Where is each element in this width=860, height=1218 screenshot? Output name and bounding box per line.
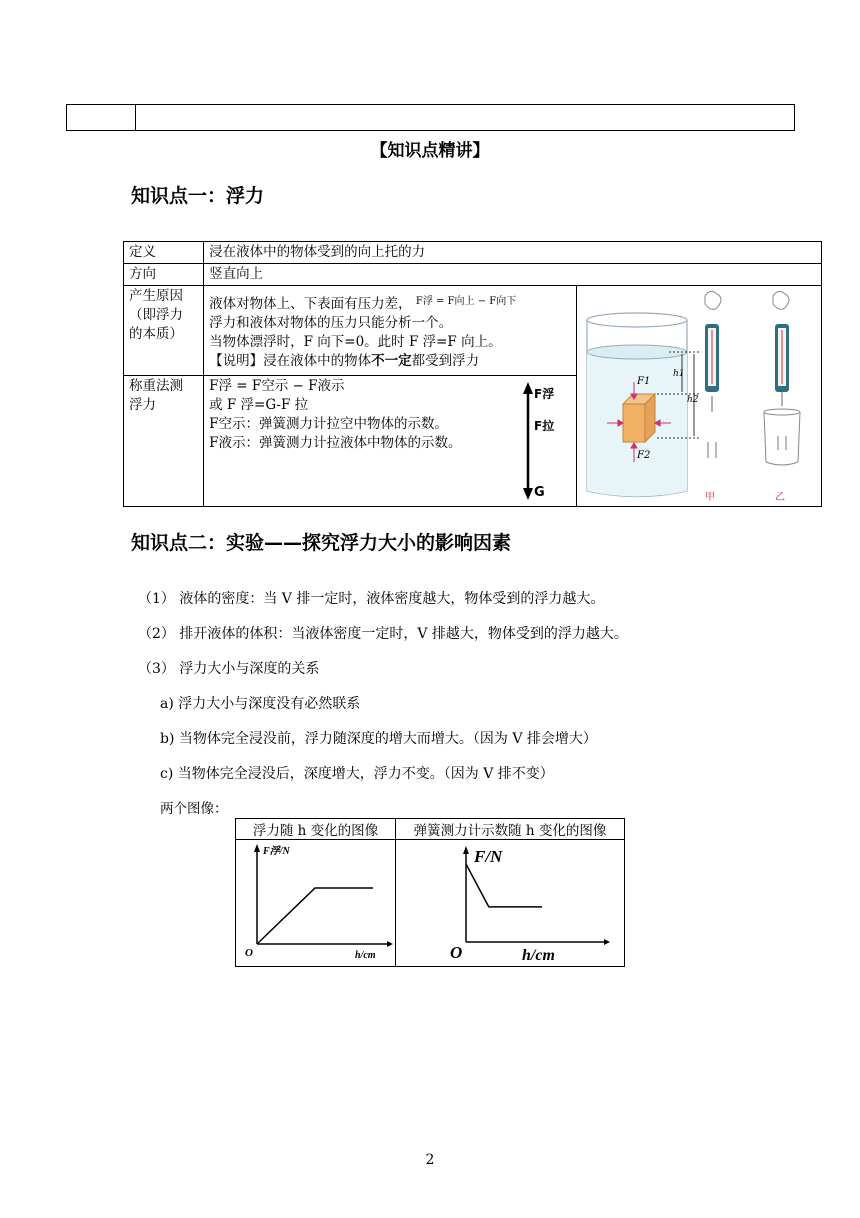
f1-label: F1 (636, 376, 650, 387)
cause-label-1: 产生原因 (129, 288, 183, 304)
weigh-line2: 或 F 浮=G-F 拉 (209, 397, 309, 414)
cause-line1-text: 液体对物体上、下表面有压力差， (209, 296, 412, 312)
list-item-3: （3） 浮力大小与深度的关系 (138, 661, 320, 677)
cause-line4 (209, 352, 571, 371)
chart1-series-line (257, 888, 373, 944)
spring-scale-jia-icon (705, 291, 721, 458)
graph-table (235, 818, 625, 967)
chart2-xlabel: h/cm (522, 947, 555, 962)
knowledge-table (123, 241, 822, 507)
chart2-y-arrow (463, 846, 469, 854)
page-heading: 【知识点精讲】 (370, 141, 490, 161)
cause-formula: F浮 = F向上 − F向下 (415, 296, 517, 307)
cause-label-2: （即浮力 (129, 307, 183, 323)
chart2-origin: O (450, 943, 463, 962)
weigh-label-2: 浮力 (129, 397, 156, 414)
def-text: 浸在液体中的物体受到的向上托的力 (204, 242, 822, 264)
graph-cell-1 (236, 840, 396, 967)
hand-f-pull: F拉 (534, 419, 555, 434)
section2-title: 知识点二：实验——探究浮力大小的影响因素 (131, 532, 512, 554)
weigh-label-1: 称重法测 (129, 378, 183, 395)
cause-label-3: 的本质） (129, 326, 183, 342)
cause-line4-b: 不一定 (371, 353, 412, 369)
h1-label: h1 (672, 369, 685, 379)
cause-line2: 浮力和液体对物体的压力只能分析一个。 (209, 315, 453, 331)
weigh-text (204, 376, 577, 507)
jia-label: 甲 (704, 492, 715, 503)
buoyancy-figure (577, 286, 821, 506)
chart2-series-line (466, 864, 542, 907)
h2-label: h2 (686, 395, 699, 405)
dir-label: 方向 (124, 264, 204, 286)
list-item-2: （2） 排开液体的体积：当液体密度一定时，V 排越大，物体受到的浮力越大。 (138, 626, 628, 642)
chart1-ylabel: F浮/N (262, 846, 290, 857)
chart1-origin: O (244, 947, 253, 959)
section1-title: 知识点一：浮力 (131, 185, 265, 207)
header-cell-right (136, 105, 795, 131)
yi-label: 乙 (774, 492, 785, 503)
force-diagram-handwritten (516, 380, 566, 502)
graphs-label: 两个图像： (160, 801, 228, 817)
cause-line4-c: 都受到浮力 (411, 353, 480, 369)
cause-text (204, 286, 577, 376)
page-number: 2 (425, 1152, 435, 1168)
list-item-1: （1） 液体的密度：当 V 排一定时，液体密度越大，物体受到的浮力越大。 (138, 591, 605, 607)
chart2-ylabel: F/N (474, 847, 503, 866)
header-cell-left (67, 105, 136, 131)
sub-item-a: a) 浮力大小与深度没有必然联系 (160, 696, 361, 712)
buoyancy-vs-depth-chart (237, 840, 395, 962)
cause-line4-a: 【说明】浸在液体中的物体 (209, 353, 372, 369)
weigh-line3: F空示：弹簧测力计拉空中物体的示数。 (209, 416, 448, 433)
graph-col1-header: 浮力随 h 变化的图像 (236, 819, 396, 840)
graph-col2-header: 弹簧测力计示数随 h 变化的图像 (396, 819, 625, 840)
chart2-x-arrow (604, 939, 610, 945)
f2-label: F2 (636, 450, 650, 461)
dir-text: 竖直向上 (204, 264, 822, 286)
buoyancy-figure-cell (576, 286, 821, 507)
header-table (66, 104, 795, 131)
sub-item-c: c) 当物体完全浸没后，深度增大，浮力不变。（因为 V 排不变） (160, 766, 554, 782)
weigh-label (124, 376, 204, 507)
def-label: 定义 (124, 242, 204, 264)
spring-scale-yi-icon (764, 291, 800, 465)
chart1-xlabel: h/cm (354, 950, 376, 961)
chart1-x-arrow (387, 941, 393, 947)
cause-line1 (209, 292, 571, 314)
scale-reading-vs-depth-chart (396, 840, 624, 962)
hand-f-float: F浮 (534, 387, 555, 402)
sub-item-b: b) 当物体完全浸没前，浮力随深度的增大而增大。（因为 V 排会增大） (160, 731, 597, 747)
chart1-y-arrow (254, 844, 260, 852)
cube-icon (623, 394, 655, 442)
weigh-line4: F液示：弹簧测力计拉液体中物体的示数。 (209, 435, 462, 452)
hand-g: G (534, 485, 545, 501)
cause-label (124, 286, 204, 376)
cause-line3: 当物体漂浮时，F 向下=0。此时 F 浮=F 向上。 (209, 334, 502, 350)
graph-cell-2 (396, 840, 625, 967)
weigh-line1: F浮 = F空示 − F液示 (209, 378, 345, 395)
